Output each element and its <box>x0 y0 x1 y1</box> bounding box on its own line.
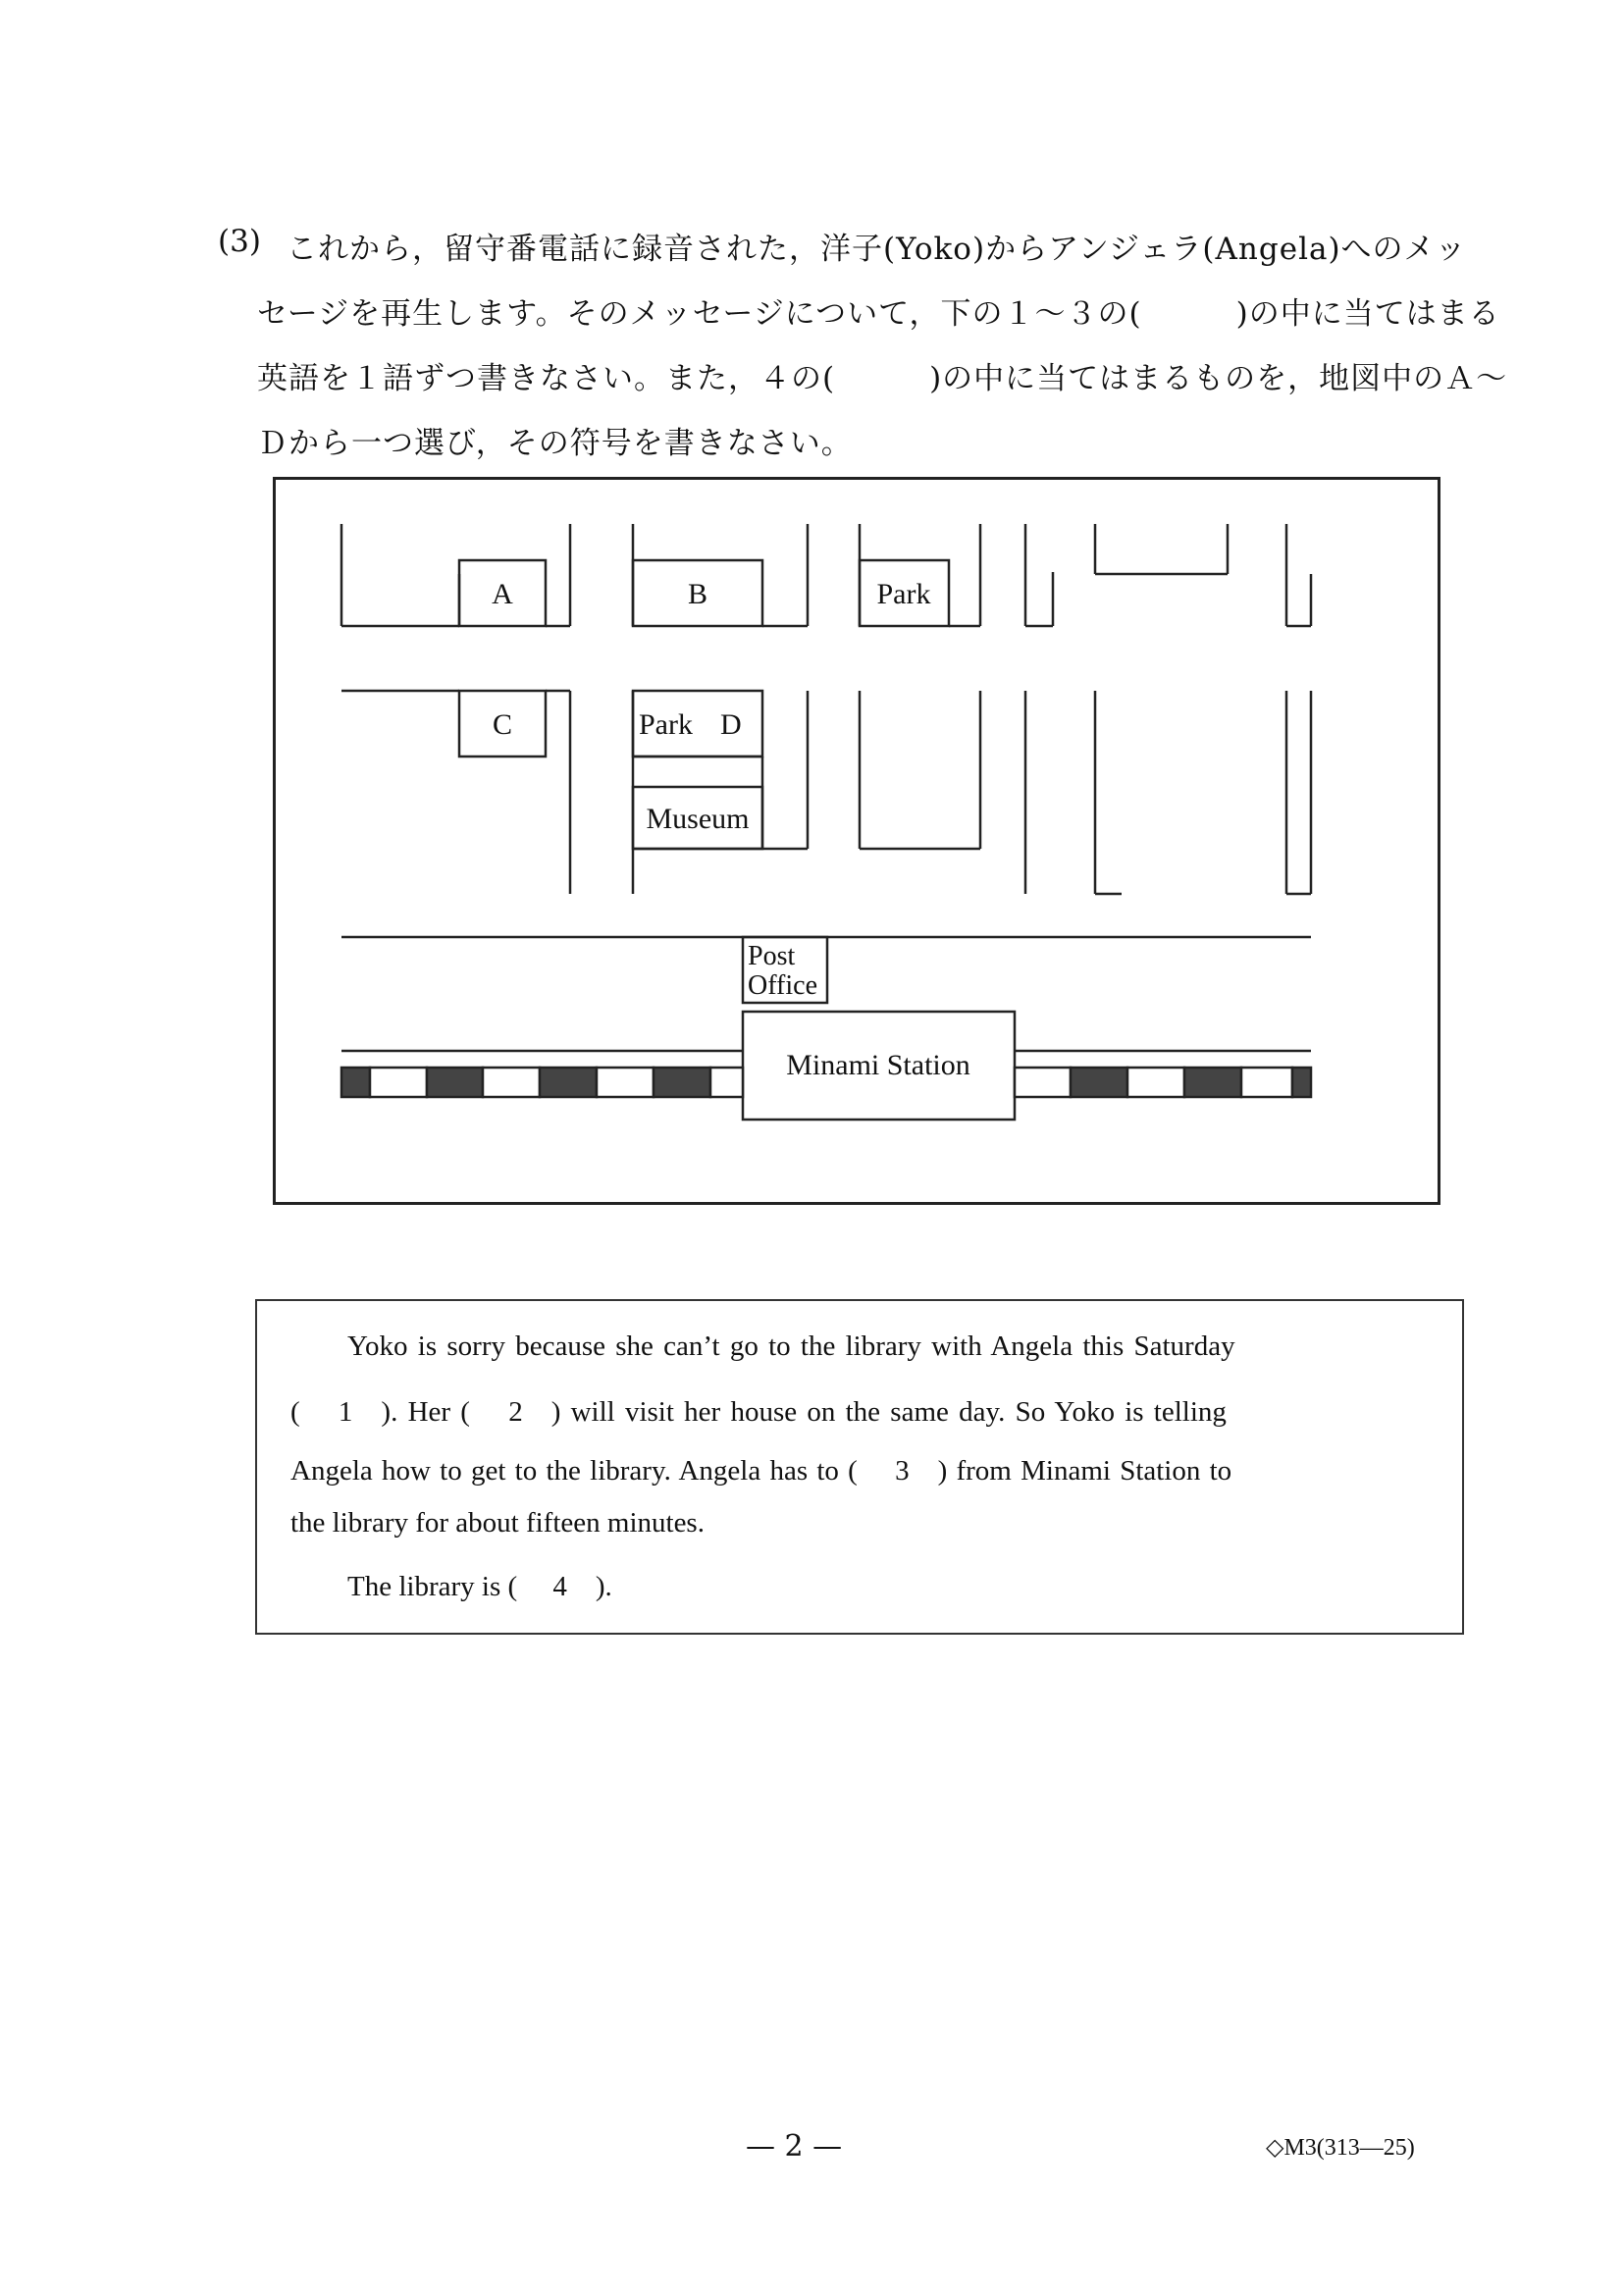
map-label-b: B <box>687 578 708 610</box>
map-label-park-1: Park <box>876 578 931 610</box>
passage-line-1: Yoko is sorry because she can’t go to the library with Angela this Saturday <box>347 1331 1235 1362</box>
map-label-post-office-1: Post <box>748 941 796 971</box>
map-drawing <box>276 480 1438 1202</box>
map-label-c: C <box>492 708 513 741</box>
passage-line-3: Angela how to get to the library. Angela has to ( 3 ) from Minami Station to <box>290 1455 1232 1487</box>
question-line-3: 英語を１語ずつ書きなさい。また，４の( )の中に当てはまるものを，地図中のＡ～ <box>257 361 1508 396</box>
map-label-park-2: Park <box>639 708 693 741</box>
map-label-museum: Museum <box>646 803 750 835</box>
map-label-d: D <box>720 708 742 741</box>
map-label-a: A <box>492 578 513 610</box>
question-line-2: セージを再生します。そのメッセージについて，下の１～３の( )の中に当てはまる <box>257 296 1500 332</box>
passage-line-2: ( 1 ). Her ( 2 ) will visit her house on the same day. So Yoko is telling <box>290 1396 1227 1428</box>
page-number: — 2 — <box>746 2129 843 2164</box>
map-label-post-office-2: Office <box>748 970 817 1001</box>
question-number: (3) <box>218 224 261 259</box>
question-line-4: Ｄから一つ選び，その符号を書きなさい。 <box>257 426 853 461</box>
passage-line-5: The library is ( 4 ). <box>347 1571 612 1602</box>
exam-code: ◇M3(313—25) <box>1266 2135 1415 2161</box>
question-line-1: これから，留守番電話に録音された，洋子(Yoko)からアンジェラ(Angela)へのメッ <box>287 232 1467 267</box>
map <box>273 477 1440 1205</box>
passage-line-4: the library for about fifteen minutes. <box>290 1507 705 1539</box>
passage-box <box>255 1299 1464 1635</box>
map-label-station: Minami Station <box>786 1049 970 1081</box>
